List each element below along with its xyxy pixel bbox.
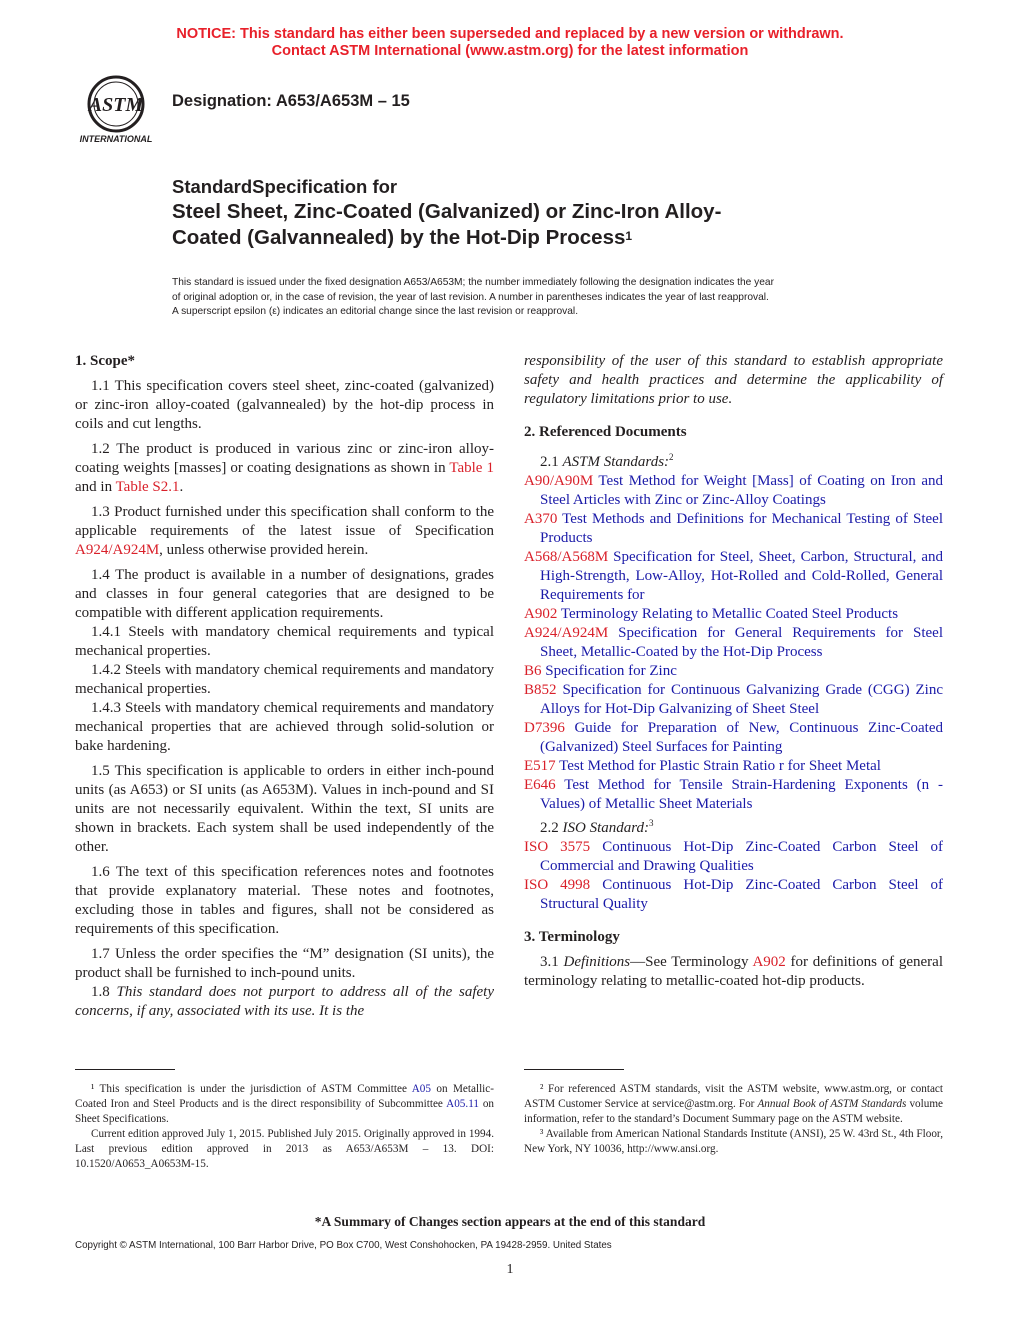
reference-code-link[interactable]: ISO 3575 [524,839,591,855]
footnote-2-text: ² For referenced ASTM standards, visit the ASTM website, www.astm.org, or contact ASTM Customer Service at service@astm.org. For [524,1083,943,1110]
footnote-2 [524,1082,943,1127]
reference-code-link[interactable]: B852 [524,682,557,698]
astm-standards-label [524,448,943,472]
para-1-1: 1.1 This specification covers steel sheet, zinc-coated (galvanized) or zinc-iron alloy-coated (galvannealed) by the hot-dip process in coils and cut lengths. [75,378,494,432]
reference-code-link[interactable]: D7396 [524,720,565,736]
reference-code-link[interactable]: E517 [524,758,556,774]
footnote-rule-right [524,1069,624,1070]
a902-link[interactable]: A902 [752,954,786,970]
reference-title-link[interactable]: Specification for Steel, Sheet, Carbon, Structural, and High-Strength, Low-Alloy, Hot-Rolled and Cold-Rolled, General Requirements for [540,549,944,603]
para-1-4-3: 1.4.3 Steels with mandatory chemical requirements and mandatory mechanical properties that are achieved through solid-solution or bake hardening. [75,700,494,754]
issued-note [172,276,852,320]
para-1-8-cont: responsibility of the user of this standard to establish appropriate safety and health practices and determine the applicability of regulatory limitations prior to use. [524,353,943,407]
reference-item [524,510,943,548]
issued-note-line-1: This standard is issued under the fixed designation A653/A653M; the number immediately following the designation indicates the year [172,277,774,288]
iso-label-sup: 3 [649,818,654,828]
reference-title-link[interactable]: Specification for Continuous Galvanizing Grade (CGG) Zinc Alloys for Hot-Dip Galvanizing of Sheet Steel [540,682,944,717]
right-column [524,352,943,991]
reference-code-link[interactable]: A90/A90M [524,473,594,489]
reference-title-link[interactable]: Continuous Hot-Dip Zinc-Coated Carbon Steel of Commercial and Drawing Qualities [540,839,944,874]
para-3-1 [524,953,943,991]
para-1-8 [75,983,494,1021]
para-1-4: 1.4 The product is available in a number of designations, grades and classes in four general categories that are designed to be compatible with different application requirements. [75,567,494,621]
para-1-3-text: 1.3 Product furnished under this specification shall conform to the applicable requirements of the latest issue of Specification [75,504,494,539]
a05-11-link[interactable]: A05.11 [446,1098,479,1110]
para-3-1-end: for definitions of general terminology relating to metallic-coated hot-dip products. [524,954,943,989]
reference-item [524,757,943,776]
reference-code-link[interactable]: E646 [524,777,556,793]
footnote-1 [75,1082,494,1127]
reference-code-link[interactable]: A902 [524,606,558,622]
footnote-1-edition: Current edition approved July 1, 2015. Published July 2015. Originally approved in 1994. Last previous edition approved in 2013 as A653/A653M – 13. DOI: 10.1520/A0653_A0653M-15. [75,1128,494,1170]
reference-code-link[interactable]: B6 [524,663,542,679]
left-column [75,352,494,1021]
reference-item [524,719,943,757]
notice-line-2: Contact ASTM International (www.astm.org) for the latest information [271,43,749,59]
reference-code-link[interactable]: A924/A924M [524,625,609,641]
para-3-1-text: —See Terminology [630,954,753,970]
svg-text:ASTM: ASTM [88,94,144,116]
title-footnote-mark: 1 [625,229,633,243]
para-1-6: 1.6 The text of this specification references notes and footnotes that provide explanatory material. These notes and footnotes, excluding those in tables and figures, shall not be considered as requirements of this specification. [75,864,494,937]
astm-ref-list [524,472,943,814]
footnote-1-text-b: on Metallic-Coated Iron and Steel Products and is the direct responsibility of Subcommittee [75,1083,494,1110]
a05-link[interactable]: A05 [411,1083,431,1095]
reference-code-link[interactable]: ISO 4998 [524,877,591,893]
title-block [172,175,872,251]
para-1-3-end: , unless otherwise provided herein. [159,542,369,558]
terminology-heading: 3. Terminology [524,929,620,945]
para-1-3 [75,503,494,560]
footnotes-right [524,1082,943,1157]
para-1-4-2: 1.4.2 Steels with mandatory chemical requirements and mandatory mechanical properties. [75,662,494,697]
reference-title-link[interactable]: Test Method for Weight [Mass] of Coating on Iron and Steel Articles with Zinc or Zinc-Alloy Coatings [540,473,943,508]
notice-line-1: NOTICE: This standard has either been superseded and replaced by a new version or withdrawn. [176,26,844,42]
para-1-2-end: . [179,479,184,495]
reference-item [524,624,943,662]
table-s2-1-link[interactable]: Table S2.1 [115,479,180,495]
reference-item [524,605,943,624]
reference-item [524,681,943,719]
reference-title-link[interactable]: Continuous Hot-Dip Zinc-Coated Carbon Steel of Structural Quality [540,877,944,912]
title-line-1: StandardSpecification for [172,176,398,197]
reference-title-link[interactable]: Test Methods and Definitions for Mechanical Testing of Steel Products [540,511,943,546]
ref-docs-heading: 2. Referenced Documents [524,424,687,440]
title-line-3 [172,225,872,251]
reference-item [524,472,943,510]
table-1-link[interactable]: Table 1 [449,460,494,476]
astm-label-text: ASTM Standards: [562,454,670,470]
astm-label-num: 2.1 [540,454,563,470]
para-1-5: 1.5 This specification is applicable to orders in either inch-pound units (as A653) or SI units (as A653M). Values in inch-pound and SI units are not necessarily equivalent. Within the text, SI units are shown in brackets. Each system shall be used independently of the other. [75,763,494,855]
definitions-label: Definitions [563,954,631,970]
issued-note-line-2: of original adoption or, in the case of revision, the year of last revision. A number in parentheses indicates the year of last reapproval. [172,291,769,303]
reference-code-link[interactable]: A568/A568M [524,549,609,565]
reference-title-link[interactable]: Terminology Relating to Metallic Coated Steel Products [560,606,899,622]
footnote-rule-left [75,1069,175,1070]
copyright: Copyright © ASTM International, 100 Barr Harbor Drive, PO Box C700, West Conshohocken, PA 19428-2959. United States [75,1240,612,1251]
footnotes-left [75,1082,494,1172]
iso-ref-list [524,838,943,914]
iso-standard-label [524,814,943,838]
a924-link[interactable]: A924/A924M [75,542,160,558]
designation: Designation: A653/A653M – 15 [172,92,410,110]
para-1-2 [75,440,494,497]
annual-book-title: Annual Book of ASTM Standards [757,1098,907,1110]
para-1-8-text: This standard does not purport to address all of the safety concerns, if any, associated with its use. It is the [75,984,495,1019]
scope-heading: 1. Scope* [75,353,135,369]
reference-title-link[interactable]: Specification for General Requirements for Steel Sheet, Metallic-Coated by the Hot-Dip Process [540,625,943,660]
footnote-3: ³ Available from American National Standards Institute (ANSI), 25 W. 43rd St., 4th Floor, New York, NY 10036, http://www.ansi.org. [524,1128,943,1155]
title-line-3-text: Coated (Galvannealed) by the Hot-Dip Process [172,226,626,249]
para-1-2-text: 1.2 The product is produced in various zinc or zinc-iron alloy-coating weights [masses] or coating designations as shown in [75,441,494,476]
summary-note: *A Summary of Changes section appears at the end of this standard [314,1214,706,1229]
iso-label-text: ISO Standard: [562,820,650,836]
reference-item [524,548,943,605]
reference-title-link[interactable]: Test Method for Tensile Strain-Hardening Exponents (n -Values) of Metallic Sheet Materials [540,777,943,812]
astm-label-sup: 2 [669,452,674,462]
para-1-7: 1.7 Unless the order specifies the “M” designation (SI units), the product shall be furnished to inch-pound units. [75,946,494,981]
para-1-8-num: 1.8 [91,984,117,1000]
reference-code-link[interactable]: A370 [524,511,558,527]
issued-note-line-3: A superscript epsilon (ε) indicates an editorial change since the last revision or reapproval. [172,306,579,317]
reference-title-link[interactable]: Specification for Zinc [545,663,677,679]
astm-logo [70,74,162,146]
reference-item [524,776,943,814]
reference-item [524,838,943,876]
reference-title-link[interactable]: Test Method for Plastic Strain Ratio r for Sheet Metal [559,758,881,774]
reference-item [524,662,943,681]
title-line-2: Steel Sheet, Zinc-Coated (Galvanized) or Zinc-Iron Alloy- [172,200,722,223]
para-1-4-1: 1.4.1 Steels with mandatory chemical requirements and typical mechanical properties. [75,624,494,659]
svg-text:INTERNATIONAL: INTERNATIONAL [79,134,153,144]
iso-label-num: 2.2 [540,820,563,836]
footnote-1-text: ¹ This specification is under the jurisdiction of ASTM Committee [91,1083,412,1095]
para-3-1-num: 3.1 [540,954,564,970]
footnote-1-end: on Sheet Specifications. [75,1098,494,1125]
page-number: 1 [506,1262,514,1277]
reference-item [524,876,943,914]
footnote-2-end: volume information, refer to the standard’s Document Summary page on the ASTM website. [524,1098,943,1125]
para-1-2-text-b: and in [75,479,116,495]
reference-title-link[interactable]: Guide for Preparation of New, Continuous Zinc-Coated (Galvanized) Steel Surfaces for Painting [540,720,944,755]
